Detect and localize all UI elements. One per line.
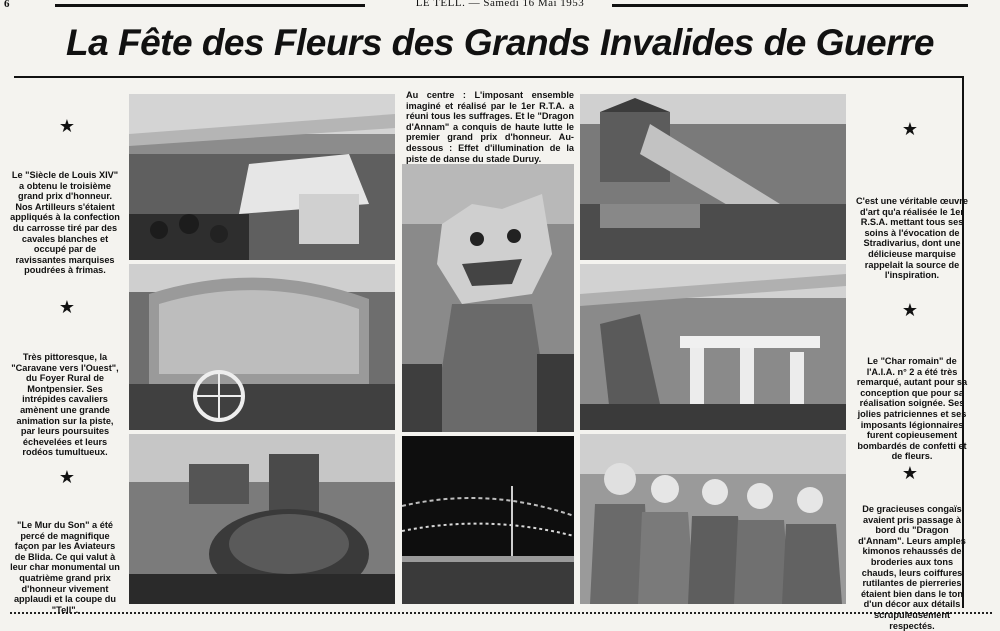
photo-louis-xiv-float bbox=[129, 94, 395, 260]
caption-mur-du-son: "Le Mur du Son" a été percé de magnifique façon par les Aviateurs de Blida. Ce qui valut à leur char monumental un quatrième grand prix d'honneur vivement applaudi et la coupe du "Tell". bbox=[10, 520, 120, 615]
masthead-rule-right bbox=[612, 4, 968, 7]
frame-top-rule bbox=[14, 76, 964, 78]
photo-dragon-annam bbox=[402, 164, 574, 432]
photo-stradivarius-float bbox=[580, 94, 846, 260]
caption-stradivarius: C'est une véritable œuvre d'art qu'a réalisée le 1er R.S.A. mettant tous ses soins à l'évocation de Stradivarius, dont une délicieuse marquise rappelait la source de l'inspiration. bbox=[856, 196, 968, 281]
caption-char-romain: Le "Char romain" de l'A.I.A. n° 2 a été très remarqué, autant pour sa conception que pour sa réalisation soignée. Ses jolies patriciennes et ses imposants légionnaires furent copieusement bombardés de confetti et de fleurs. bbox=[856, 356, 968, 462]
masthead-rule-left bbox=[55, 4, 365, 7]
photo-caravane-float bbox=[129, 264, 395, 430]
photo-mur-du-son-float bbox=[129, 434, 395, 604]
star-icon: ★ bbox=[58, 116, 76, 136]
caption-caravane: Très pittoresque, la "Caravane vers l'Ouest", du Foyer Rural de Montpensier. Ses intrépides cavaliers amènent une grande animation sur la piste, par leurs poursuites échevelées et leurs rodéos tumultueux. bbox=[11, 352, 119, 458]
frame-bottom-rule bbox=[10, 612, 992, 614]
star-icon: ★ bbox=[58, 297, 76, 317]
photo-char-romain-float bbox=[580, 264, 846, 430]
caption-louis-xiv: Le "Siècle de Louis XIV" a obtenu le troisième grand prix d'honneur. Nos Artilleurs s'étaient appliqués à la confection du carrosse tiré par des cavales blanches et occupé par de ravissantes marquises poudrées à frimas. bbox=[10, 170, 120, 276]
caption-kimonos: De gracieuses congaïs avaient pris passage à bord du "Dragon d'Annam". Leurs amples kimonos rehaussés de broderies aux tons chauds, leurs coiffures rutilantes de pierreries étaient bien dans le ton d'un décor aux détails scrupuleusement respectés. bbox=[858, 504, 966, 631]
star-icon: ★ bbox=[58, 467, 76, 487]
caption-dragon: Au centre : L'imposant ensemble imaginé et réalisé par le 1er R.T.A. a réuni tous les suffrages. Et le "Dragon d'Annam" a conquis de haute lutte le premier grand prix d'honneur. Au-dessous : Effet d'illumination de la piste de danse du stade Duruy. bbox=[406, 90, 574, 164]
page-number: 6 bbox=[4, 0, 10, 10]
star-icon: ★ bbox=[901, 300, 919, 320]
masthead-date: LE TELL. — Samedi 16 Mai 1953 bbox=[415, 0, 585, 9]
page-title: La Fête des Fleurs des Grands Invalides de Guerre bbox=[66, 22, 934, 63]
photo-kimonos-float bbox=[580, 434, 846, 604]
star-icon: ★ bbox=[901, 119, 919, 139]
photo-stade-duruy-illumination bbox=[402, 436, 574, 604]
masthead bbox=[0, 0, 1000, 14]
star-icon: ★ bbox=[901, 463, 919, 483]
